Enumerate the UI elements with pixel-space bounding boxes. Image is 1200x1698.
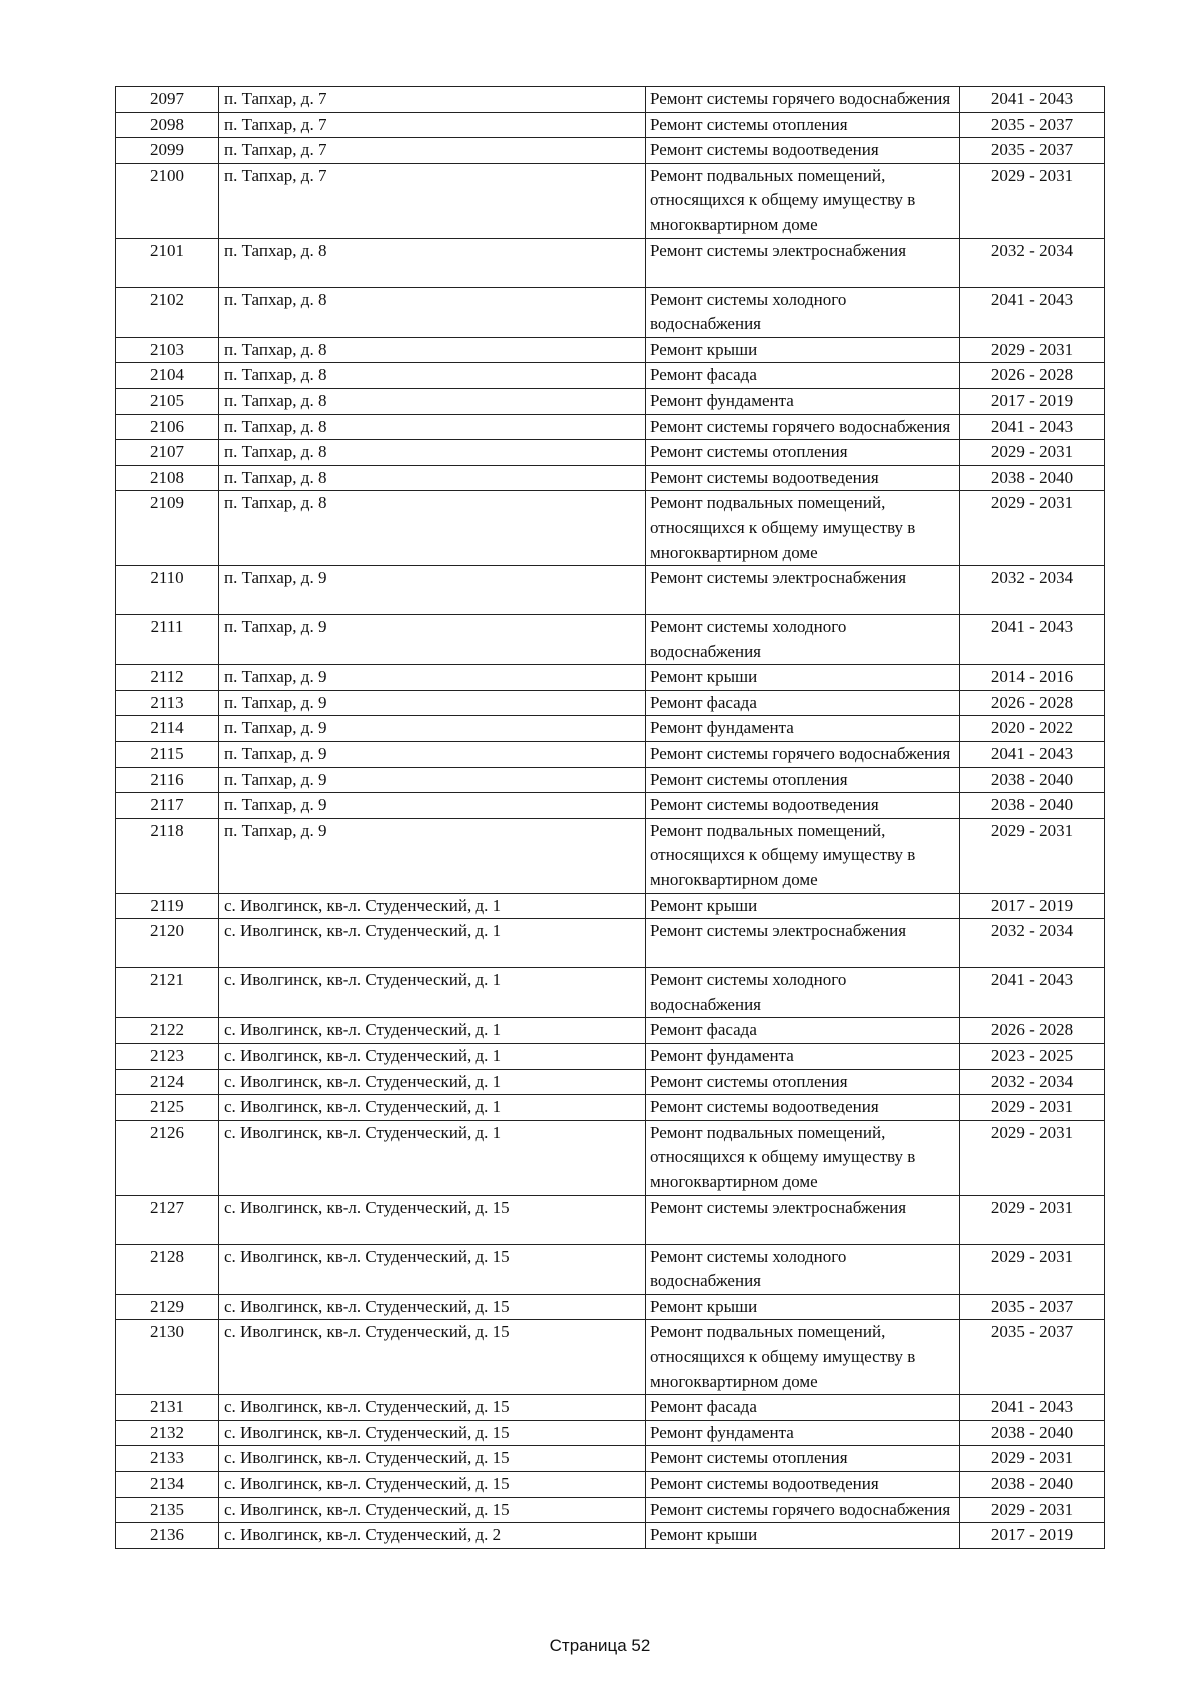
period-cell: 2032 - 2034	[960, 919, 1105, 968]
period-cell: 2017 - 2019	[960, 388, 1105, 414]
table-row	[116, 919, 1105, 968]
row-number-cell: 2136	[116, 1523, 219, 1549]
page-number: Страница 52	[549, 1636, 651, 1655]
row-number-cell: 2127	[116, 1195, 219, 1244]
address-cell: п. Тапхар, д. 8	[219, 287, 646, 337]
table-row	[116, 767, 1105, 793]
table-row	[116, 1120, 1105, 1195]
address-cell: п. Тапхар, д. 9	[219, 793, 646, 819]
period-cell: 2017 - 2019	[960, 893, 1105, 919]
row-number-cell: 2131	[116, 1395, 219, 1421]
period-cell: 2032 - 2034	[960, 566, 1105, 615]
period-cell: 2029 - 2031	[960, 1497, 1105, 1523]
table-row	[116, 566, 1105, 615]
table-row	[116, 363, 1105, 389]
table-row	[116, 138, 1105, 164]
address-cell: с. Иволгинск, кв-л. Студенческий, д. 1	[219, 1095, 646, 1121]
address-cell: п. Тапхар, д. 9	[219, 818, 646, 893]
row-number-cell: 2113	[116, 690, 219, 716]
work-type-cell: Ремонт системы электроснабжения	[646, 1195, 960, 1244]
address-cell: п. Тапхар, д. 7	[219, 112, 646, 138]
row-number-cell: 2102	[116, 287, 219, 337]
table-row	[116, 793, 1105, 819]
address-cell: п. Тапхар, д. 9	[219, 767, 646, 793]
table-row	[116, 1471, 1105, 1497]
period-cell: 2014 - 2016	[960, 665, 1105, 691]
work-type-cell: Ремонт крыши	[646, 1523, 960, 1549]
table-row	[116, 238, 1105, 287]
work-type-cell: Ремонт системы отопления	[646, 112, 960, 138]
address-cell: п. Тапхар, д. 9	[219, 716, 646, 742]
work-type-cell: Ремонт фундамента	[646, 1044, 960, 1070]
address-cell: с. Иволгинск, кв-л. Студенческий, д. 1	[219, 919, 646, 968]
period-cell: 2029 - 2031	[960, 1244, 1105, 1294]
period-cell: 2035 - 2037	[960, 138, 1105, 164]
work-type-cell: Ремонт крыши	[646, 1294, 960, 1320]
table-row	[116, 388, 1105, 414]
period-cell: 2041 - 2043	[960, 615, 1105, 665]
row-number-cell: 2122	[116, 1018, 219, 1044]
row-number-cell: 2135	[116, 1497, 219, 1523]
table-row	[116, 414, 1105, 440]
address-cell: п. Тапхар, д. 7	[219, 138, 646, 164]
period-cell: 2029 - 2031	[960, 1120, 1105, 1195]
table-row	[116, 893, 1105, 919]
table-row	[116, 1523, 1105, 1549]
work-type-cell: Ремонт системы холодного водоснабжения	[646, 615, 960, 665]
table-row	[116, 337, 1105, 363]
period-cell: 2032 - 2034	[960, 238, 1105, 287]
address-cell: с. Иволгинск, кв-л. Студенческий, д. 1	[219, 1018, 646, 1044]
table-row	[116, 87, 1105, 113]
table-row	[116, 1446, 1105, 1472]
table-row	[116, 1095, 1105, 1121]
row-number-cell: 2130	[116, 1320, 219, 1395]
address-cell: п. Тапхар, д. 8	[219, 337, 646, 363]
address-cell: с. Иволгинск, кв-л. Студенческий, д. 1	[219, 893, 646, 919]
work-type-cell: Ремонт фасада	[646, 363, 960, 389]
work-type-cell: Ремонт подвальных помещений, относящихся к общему имуществу в многоквартирном доме	[646, 818, 960, 893]
work-type-cell: Ремонт подвальных помещений, относящихся к общему имуществу в многоквартирном доме	[646, 1320, 960, 1395]
row-number-cell: 2105	[116, 388, 219, 414]
table-row	[116, 665, 1105, 691]
address-cell: п. Тапхар, д. 9	[219, 615, 646, 665]
period-cell: 2029 - 2031	[960, 1446, 1105, 1472]
period-cell: 2029 - 2031	[960, 440, 1105, 466]
period-cell: 2029 - 2031	[960, 818, 1105, 893]
address-cell: с. Иволгинск, кв-л. Студенческий, д. 15	[219, 1320, 646, 1395]
work-type-cell: Ремонт крыши	[646, 893, 960, 919]
address-cell: с. Иволгинск, кв-л. Студенческий, д. 15	[219, 1446, 646, 1472]
address-cell: п. Тапхар, д. 7	[219, 87, 646, 113]
address-cell: п. Тапхар, д. 8	[219, 363, 646, 389]
work-type-cell: Ремонт системы горячего водоснабжения	[646, 414, 960, 440]
row-number-cell: 2098	[116, 112, 219, 138]
address-cell: п. Тапхар, д. 7	[219, 163, 646, 238]
work-type-cell: Ремонт системы электроснабжения	[646, 919, 960, 968]
address-cell: п. Тапхар, д. 8	[219, 491, 646, 566]
period-cell: 2038 - 2040	[960, 1471, 1105, 1497]
period-cell: 2038 - 2040	[960, 767, 1105, 793]
table-row	[116, 1244, 1105, 1294]
row-number-cell: 2106	[116, 414, 219, 440]
address-cell: с. Иволгинск, кв-л. Студенческий, д. 2	[219, 1523, 646, 1549]
work-type-cell: Ремонт фасада	[646, 690, 960, 716]
row-number-cell: 2126	[116, 1120, 219, 1195]
row-number-cell: 2120	[116, 919, 219, 968]
address-cell: п. Тапхар, д. 9	[219, 665, 646, 691]
period-cell: 2026 - 2028	[960, 363, 1105, 389]
table-row	[116, 1497, 1105, 1523]
work-type-cell: Ремонт системы водоотведения	[646, 138, 960, 164]
address-cell: с. Иволгинск, кв-л. Студенческий, д. 15	[219, 1395, 646, 1421]
work-type-cell: Ремонт фасада	[646, 1395, 960, 1421]
work-type-cell: Ремонт системы отопления	[646, 767, 960, 793]
period-cell: 2029 - 2031	[960, 1195, 1105, 1244]
table-row	[116, 742, 1105, 768]
period-cell: 2041 - 2043	[960, 742, 1105, 768]
work-type-cell: Ремонт фундамента	[646, 1420, 960, 1446]
address-cell: п. Тапхар, д. 9	[219, 690, 646, 716]
work-type-cell: Ремонт системы отопления	[646, 1446, 960, 1472]
period-cell: 2038 - 2040	[960, 1420, 1105, 1446]
work-type-cell: Ремонт подвальных помещений, относящихся к общему имуществу в многоквартирном доме	[646, 1120, 960, 1195]
work-type-cell: Ремонт системы водоотведения	[646, 1095, 960, 1121]
row-number-cell: 2107	[116, 440, 219, 466]
work-type-cell: Ремонт системы отопления	[646, 1069, 960, 1095]
row-number-cell: 2124	[116, 1069, 219, 1095]
table-row	[116, 1069, 1105, 1095]
row-number-cell: 2115	[116, 742, 219, 768]
address-cell: с. Иволгинск, кв-л. Студенческий, д. 15	[219, 1497, 646, 1523]
table-row	[116, 615, 1105, 665]
address-cell: п. Тапхар, д. 8	[219, 238, 646, 287]
table-row	[116, 440, 1105, 466]
table-row	[116, 163, 1105, 238]
period-cell: 2026 - 2028	[960, 1018, 1105, 1044]
period-cell: 2035 - 2037	[960, 1320, 1105, 1395]
table-row	[116, 690, 1105, 716]
address-cell: с. Иволгинск, кв-л. Студенческий, д. 1	[219, 1044, 646, 1070]
address-cell: п. Тапхар, д. 9	[219, 566, 646, 615]
work-type-cell: Ремонт системы электроснабжения	[646, 566, 960, 615]
row-number-cell: 2125	[116, 1095, 219, 1121]
address-cell: п. Тапхар, д. 8	[219, 388, 646, 414]
period-cell: 2020 - 2022	[960, 716, 1105, 742]
address-cell: с. Иволгинск, кв-л. Студенческий, д. 1	[219, 1069, 646, 1095]
address-cell: с. Иволгинск, кв-л. Студенческий, д. 15	[219, 1195, 646, 1244]
work-type-cell: Ремонт системы водоотведения	[646, 465, 960, 491]
period-cell: 2029 - 2031	[960, 163, 1105, 238]
address-cell: с. Иволгинск, кв-л. Студенческий, д. 15	[219, 1471, 646, 1497]
work-type-cell: Ремонт системы горячего водоснабжения	[646, 87, 960, 113]
work-type-cell: Ремонт системы горячего водоснабжения	[646, 742, 960, 768]
address-cell: п. Тапхар, д. 8	[219, 440, 646, 466]
row-number-cell: 2101	[116, 238, 219, 287]
period-cell: 2029 - 2031	[960, 1095, 1105, 1121]
period-cell: 2023 - 2025	[960, 1044, 1105, 1070]
row-number-cell: 2104	[116, 363, 219, 389]
address-cell: с. Иволгинск, кв-л. Студенческий, д. 15	[219, 1244, 646, 1294]
work-type-cell: Ремонт системы холодного водоснабжения	[646, 287, 960, 337]
period-cell: 2032 - 2034	[960, 1069, 1105, 1095]
work-type-cell: Ремонт системы электроснабжения	[646, 238, 960, 287]
table-row	[116, 1320, 1105, 1395]
period-cell: 2041 - 2043	[960, 968, 1105, 1018]
period-cell: 2017 - 2019	[960, 1523, 1105, 1549]
row-number-cell: 2099	[116, 138, 219, 164]
row-number-cell: 2123	[116, 1044, 219, 1070]
row-number-cell: 2116	[116, 767, 219, 793]
work-type-cell: Ремонт подвальных помещений, относящихся к общему имуществу в многоквартирном доме	[646, 163, 960, 238]
table-row	[116, 1395, 1105, 1421]
row-number-cell: 2121	[116, 968, 219, 1018]
row-number-cell: 2128	[116, 1244, 219, 1294]
row-number-cell: 2112	[116, 665, 219, 691]
work-type-cell: Ремонт системы горячего водоснабжения	[646, 1497, 960, 1523]
work-type-cell: Ремонт крыши	[646, 337, 960, 363]
row-number-cell: 2133	[116, 1446, 219, 1472]
period-cell: 2035 - 2037	[960, 1294, 1105, 1320]
table-row	[116, 287, 1105, 337]
table-body	[116, 87, 1105, 1549]
work-type-cell: Ремонт системы холодного водоснабжения	[646, 968, 960, 1018]
work-type-cell: Ремонт системы холодного водоснабжения	[646, 1244, 960, 1294]
table-row	[116, 818, 1105, 893]
work-type-cell: Ремонт крыши	[646, 665, 960, 691]
work-type-cell: Ремонт фасада	[646, 1018, 960, 1044]
work-type-cell: Ремонт системы водоотведения	[646, 1471, 960, 1497]
address-cell: п. Тапхар, д. 8	[219, 465, 646, 491]
repair-schedule-table	[115, 86, 1105, 1549]
row-number-cell: 2110	[116, 566, 219, 615]
table-row	[116, 1018, 1105, 1044]
table-row	[116, 1195, 1105, 1244]
table-row	[116, 1044, 1105, 1070]
address-cell: п. Тапхар, д. 9	[219, 742, 646, 768]
address-cell: с. Иволгинск, кв-л. Студенческий, д. 15	[219, 1294, 646, 1320]
period-cell: 2041 - 2043	[960, 1395, 1105, 1421]
address-cell: с. Иволгинск, кв-л. Студенческий, д. 1	[219, 1120, 646, 1195]
table-row	[116, 1420, 1105, 1446]
work-type-cell: Ремонт подвальных помещений, относящихся к общему имуществу в многоквартирном доме	[646, 491, 960, 566]
row-number-cell: 2117	[116, 793, 219, 819]
row-number-cell: 2118	[116, 818, 219, 893]
work-type-cell: Ремонт фундамента	[646, 388, 960, 414]
table-row	[116, 968, 1105, 1018]
row-number-cell: 2111	[116, 615, 219, 665]
period-cell: 2038 - 2040	[960, 465, 1105, 491]
period-cell: 2029 - 2031	[960, 337, 1105, 363]
row-number-cell: 2134	[116, 1471, 219, 1497]
period-cell: 2038 - 2040	[960, 793, 1105, 819]
row-number-cell: 2119	[116, 893, 219, 919]
row-number-cell: 2114	[116, 716, 219, 742]
table-row	[116, 491, 1105, 566]
address-cell: с. Иволгинск, кв-л. Студенческий, д. 1	[219, 968, 646, 1018]
row-number-cell: 2108	[116, 465, 219, 491]
work-type-cell: Ремонт системы водоотведения	[646, 793, 960, 819]
work-type-cell: Ремонт системы отопления	[646, 440, 960, 466]
period-cell: 2026 - 2028	[960, 690, 1105, 716]
row-number-cell: 2103	[116, 337, 219, 363]
period-cell: 2029 - 2031	[960, 491, 1105, 566]
address-cell: п. Тапхар, д. 8	[219, 414, 646, 440]
table-row	[116, 465, 1105, 491]
period-cell: 2041 - 2043	[960, 414, 1105, 440]
row-number-cell: 2100	[116, 163, 219, 238]
row-number-cell: 2132	[116, 1420, 219, 1446]
table-row	[116, 112, 1105, 138]
work-type-cell: Ремонт фундамента	[646, 716, 960, 742]
table-row	[116, 716, 1105, 742]
row-number-cell: 2129	[116, 1294, 219, 1320]
address-cell: с. Иволгинск, кв-л. Студенческий, д. 15	[219, 1420, 646, 1446]
period-cell: 2041 - 2043	[960, 287, 1105, 337]
row-number-cell: 2109	[116, 491, 219, 566]
period-cell: 2035 - 2037	[960, 112, 1105, 138]
row-number-cell: 2097	[116, 87, 219, 113]
table-row	[116, 1294, 1105, 1320]
period-cell: 2041 - 2043	[960, 87, 1105, 113]
